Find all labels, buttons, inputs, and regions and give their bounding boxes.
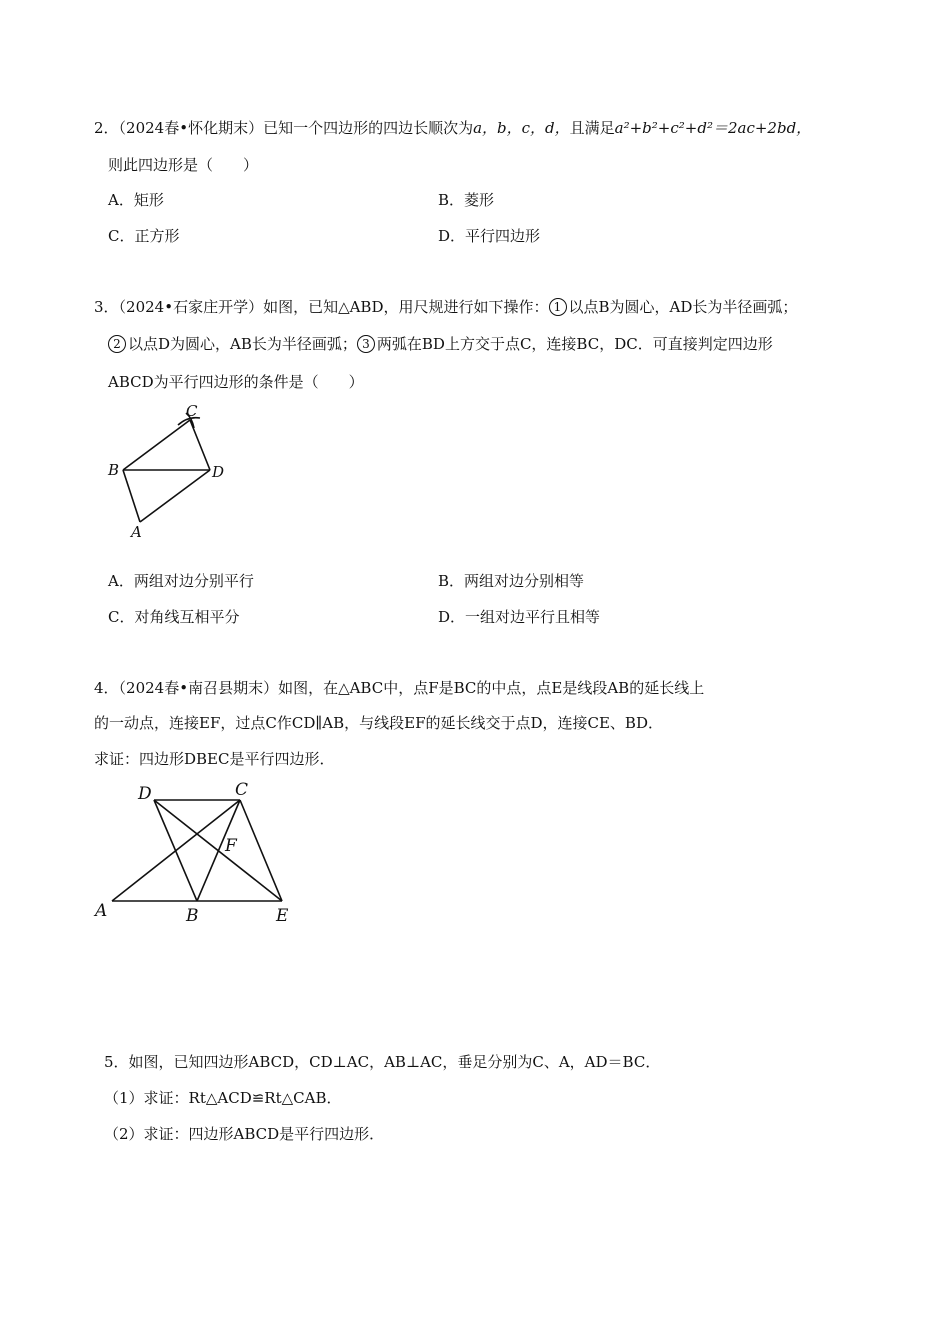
label-d: D bbox=[138, 784, 152, 804]
segment-ab bbox=[123, 470, 140, 522]
segment-de bbox=[154, 800, 282, 901]
q2-option-b: B．菱形 bbox=[438, 191, 495, 209]
label-d: D bbox=[212, 463, 225, 481]
q3-stem-line2 bbox=[108, 334, 773, 354]
label-a: A bbox=[95, 901, 108, 921]
q3-step3: 两弧在BD上方交于点C，连接BC，DC．可直接判定四边形 bbox=[376, 335, 773, 353]
segment-db bbox=[154, 800, 197, 901]
q3-stem-line1 bbox=[94, 297, 797, 317]
q2-option-c: C．正方形 bbox=[108, 227, 180, 245]
segment-ad bbox=[140, 470, 210, 522]
label-b: B bbox=[186, 906, 199, 926]
circled-number-3: 3 bbox=[357, 335, 375, 353]
q4-stem-line1: 4．（2024春•南召县期末）如图，在△ABC中，点F是BC的中点，点E是线段AB的延长线上 bbox=[94, 679, 705, 697]
q3-stem-line3: ABCD为平行四边形的条件是（ ） bbox=[108, 373, 364, 391]
label-c: C bbox=[186, 402, 198, 420]
segment-bc bbox=[123, 420, 190, 470]
q5-part2: （2）求证：四边形ABCD是平行四边形． bbox=[104, 1125, 385, 1143]
q2-stem-vars: a，b，c，d， bbox=[473, 119, 570, 137]
label-c: C bbox=[235, 780, 249, 800]
q2-option-a: A．矩形 bbox=[108, 191, 164, 209]
q5-part1: （1）求证：Rt△ACD≌Rt△CAB． bbox=[104, 1089, 342, 1107]
label-b: B bbox=[108, 461, 120, 479]
q2-equation: a²+b²+c²+d²＝2ac+2bd， bbox=[614, 119, 812, 137]
q3-option-b: B．两组对边分别相等 bbox=[438, 572, 585, 590]
label-f: F bbox=[225, 836, 237, 856]
q4-stem-line2: 的一动点，连接EF，过点C作CD∥AB，与线段EF的延长线交于点D，连接CE、BD． bbox=[94, 714, 663, 732]
q3-figure bbox=[100, 398, 240, 543]
q4-stem-line3: 求证：四边形DBEC是平行四边形． bbox=[94, 750, 335, 768]
q3-option-c: C．对角线互相平分 bbox=[108, 608, 240, 626]
q3-option-d: D．一组对边平行且相等 bbox=[438, 608, 601, 626]
q3-step2: 以点D为圆心，AB长为半径画弧； bbox=[128, 335, 357, 353]
circled-number-1: 1 bbox=[549, 298, 567, 316]
segment-ce bbox=[240, 800, 282, 901]
q3-stem-text: 3．（2024•石家庄开学）如图，已知△ABD，用尺规进行如下操作： bbox=[94, 298, 549, 316]
q2-stem-text: 2．（2024春•怀化期末）已知一个四边形的四边长顺次为 bbox=[94, 119, 474, 137]
q2-stem-text-b: 且满足 bbox=[569, 119, 615, 137]
q4-figure bbox=[90, 775, 310, 930]
segment-cd bbox=[190, 420, 210, 470]
q3-step1: 以点B为圆心，AD长为半径画弧； bbox=[568, 298, 798, 316]
q3-option-a: A．两组对边分别平行 bbox=[108, 572, 254, 590]
q2-stem-line1 bbox=[94, 118, 811, 138]
q2-option-d: D．平行四边形 bbox=[438, 227, 541, 245]
q2-stem-line2: 则此四边形是（ ） bbox=[108, 156, 259, 174]
circled-number-2: 2 bbox=[108, 335, 126, 353]
q5-stem: 5．如图，已知四边形ABCD，CD⊥AC，AB⊥AC，垂足分别为C、A，AD＝BC． bbox=[104, 1053, 661, 1071]
label-a: A bbox=[131, 523, 142, 541]
label-e: E bbox=[276, 906, 289, 926]
